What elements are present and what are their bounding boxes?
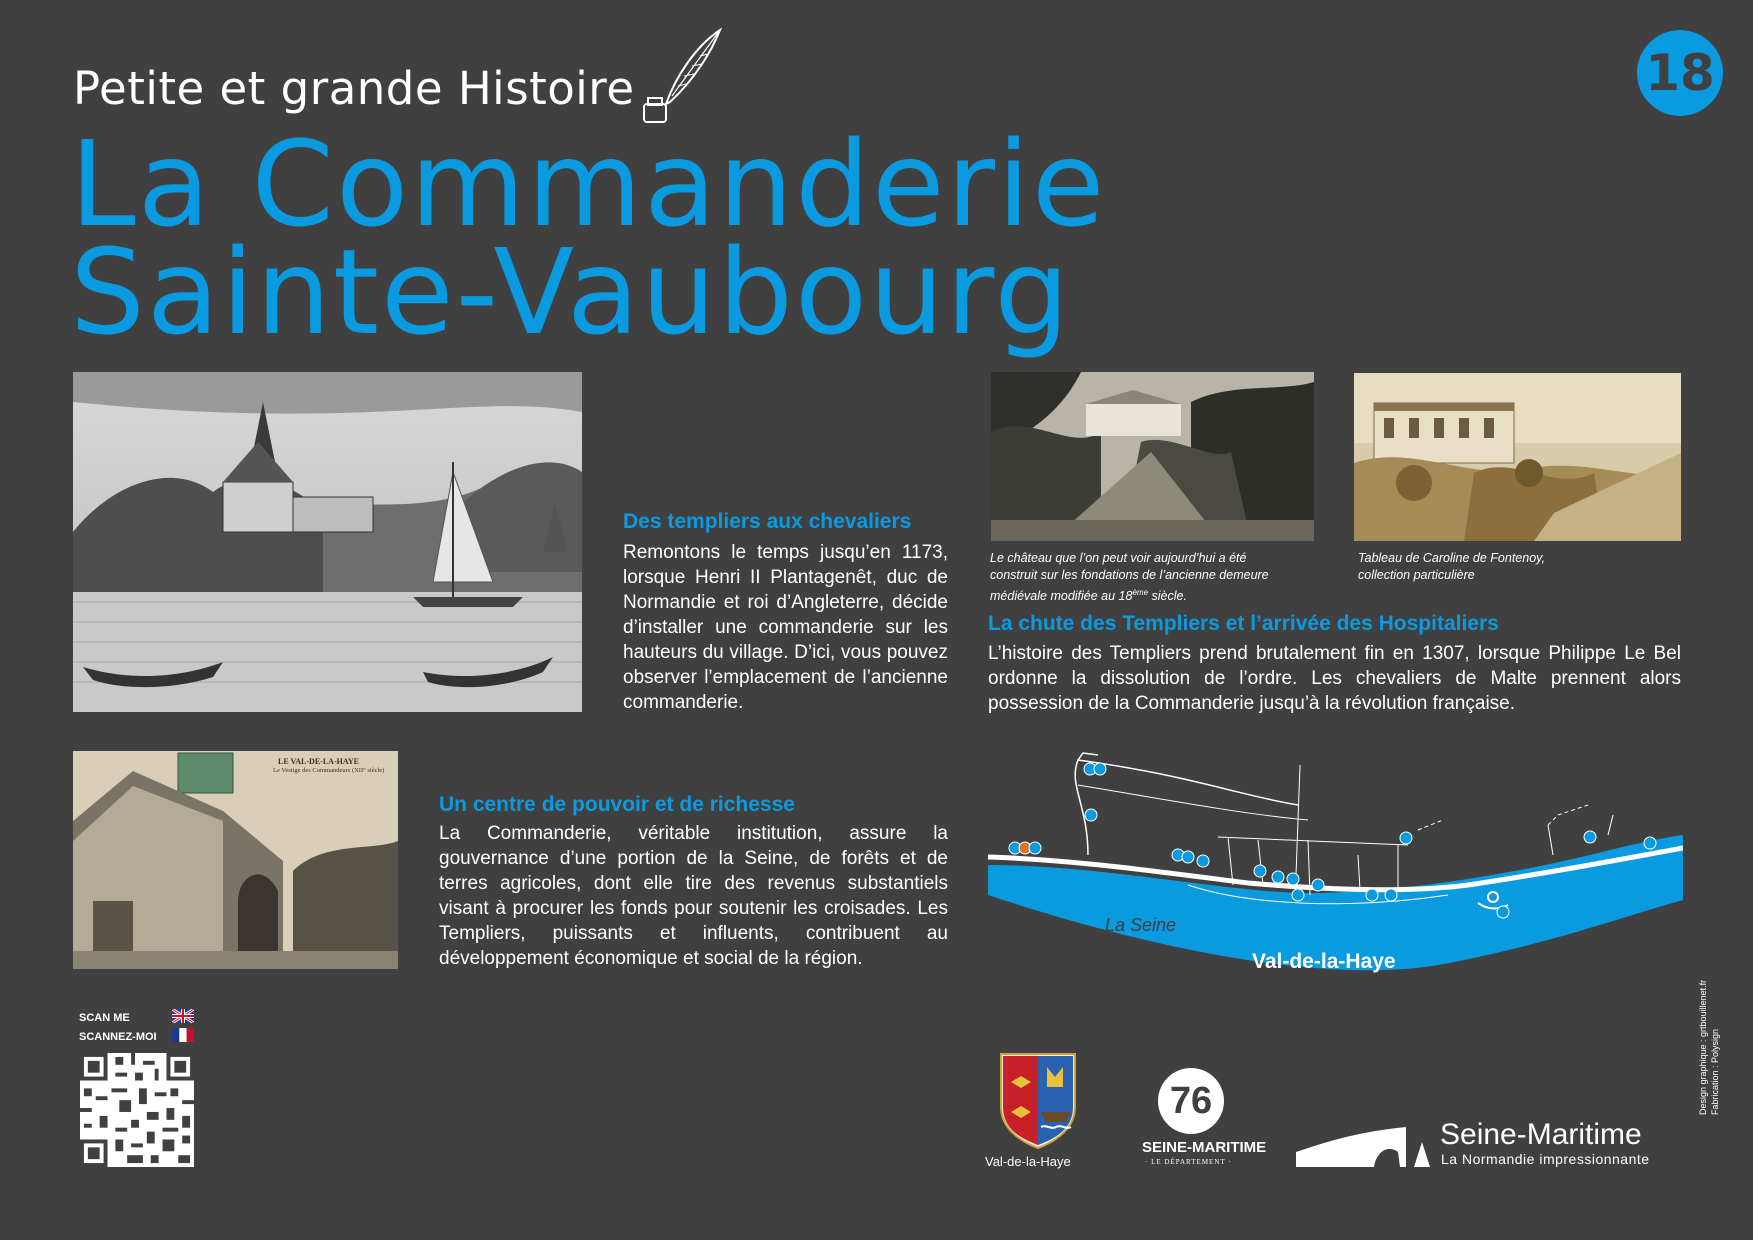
page-title-line2: Sainte-Vaubourg [70, 223, 1072, 361]
section-heading-templiers: Des templiers aux chevaliers [623, 510, 912, 533]
section-heading-pouvoir: Un centre de pouvoir et de richesse [439, 793, 795, 816]
section-text-templiers: Remontons le temps jusqu’en 1173, lorsque Henri II Plantagenêt, duc de Normandie et roi d’Angleterre, décide d’installer une commanderie sur les hauteurs du village. D’ici, vous pouvez observer l’emplacement de l’ancienne commanderie. [623, 542, 948, 713]
chateau-photo [991, 372, 1314, 541]
seine-maritime-brand-name: Seine-Maritime [1440, 1118, 1642, 1151]
seine-maritime-brand-icon [1296, 1122, 1431, 1167]
page-title-line1: La Commanderie [70, 115, 1107, 253]
section-text-pouvoir: La Commanderie, véritable institution, assure la gouvernance d’une portion de la Seine, de forêts et de terres agricoles, dont elle tire des revenus substantiels visant à procurer les fonds pour soutenir les croisades. Les Templiers, puissants et influents, contribuent au développement économique et social de la région. [439, 823, 948, 969]
dept-logo-name: SEINE-MARITIME [1142, 1139, 1267, 1156]
chateau-caption: Le château que l’on peut voir aujourd’hui a été construit sur les fondations de l’ancienne demeure médiévale modifiée au 18ème siècle. [990, 551, 1269, 604]
val-de-la-haye-logo-label: Val-de-la-Haye [985, 1154, 1071, 1169]
section-heading-chute: La chute des Templiers et l’arrivée des Hospitaliers [988, 612, 1499, 635]
map-town-label: Val-de-la-Haye [1252, 950, 1396, 973]
dept-logo-sub: · LE DÉPARTEMENT · [1145, 1158, 1232, 1166]
uk-flag-icon [172, 1009, 194, 1023]
engraving-image [73, 372, 582, 712]
france-flag-icon [172, 1028, 194, 1042]
painting-image [1354, 373, 1681, 541]
supertitle: Petite et grande Histoire [73, 62, 635, 115]
section-text-chute: L’histoire des Templiers prend brutalement fin en 1307, lorsque Philippe Le Bel ordonne la dissolution de l’ordre. Les chevaliers de Malte prennent alors possession de la Commanderie jusqu’à la révolution française. [988, 643, 1681, 714]
scan-me-label: SCAN ME [79, 1012, 130, 1024]
qr-code[interactable] [80, 1053, 194, 1167]
val-de-la-haye-coat-of-arms-icon [999, 1052, 1077, 1150]
dept-76-logo: 76 [1158, 1068, 1224, 1134]
station-number-badge: 18 [1637, 30, 1723, 116]
map-river-label: La Seine [1105, 915, 1177, 935]
credits: Design graphique : grtbouillenet.fr Fabrication : Polysign [1698, 979, 1720, 1115]
postcard-subtitle: Le Vestige des Commandeurs (XII° siècle) [273, 767, 385, 774]
seine-maritime-brand-tagline: La Normandie impressionnante [1441, 1151, 1650, 1167]
postcard-title: LE VAL-DE-LA-HAYE [278, 757, 359, 766]
postcard-image [73, 751, 398, 969]
painting-caption: Tableau de Caroline de Fontenoy, collection particulière [1358, 551, 1545, 582]
scannez-moi-label: SCANNEZ-MOI [79, 1031, 157, 1043]
quill-inkwell-icon [636, 26, 726, 126]
